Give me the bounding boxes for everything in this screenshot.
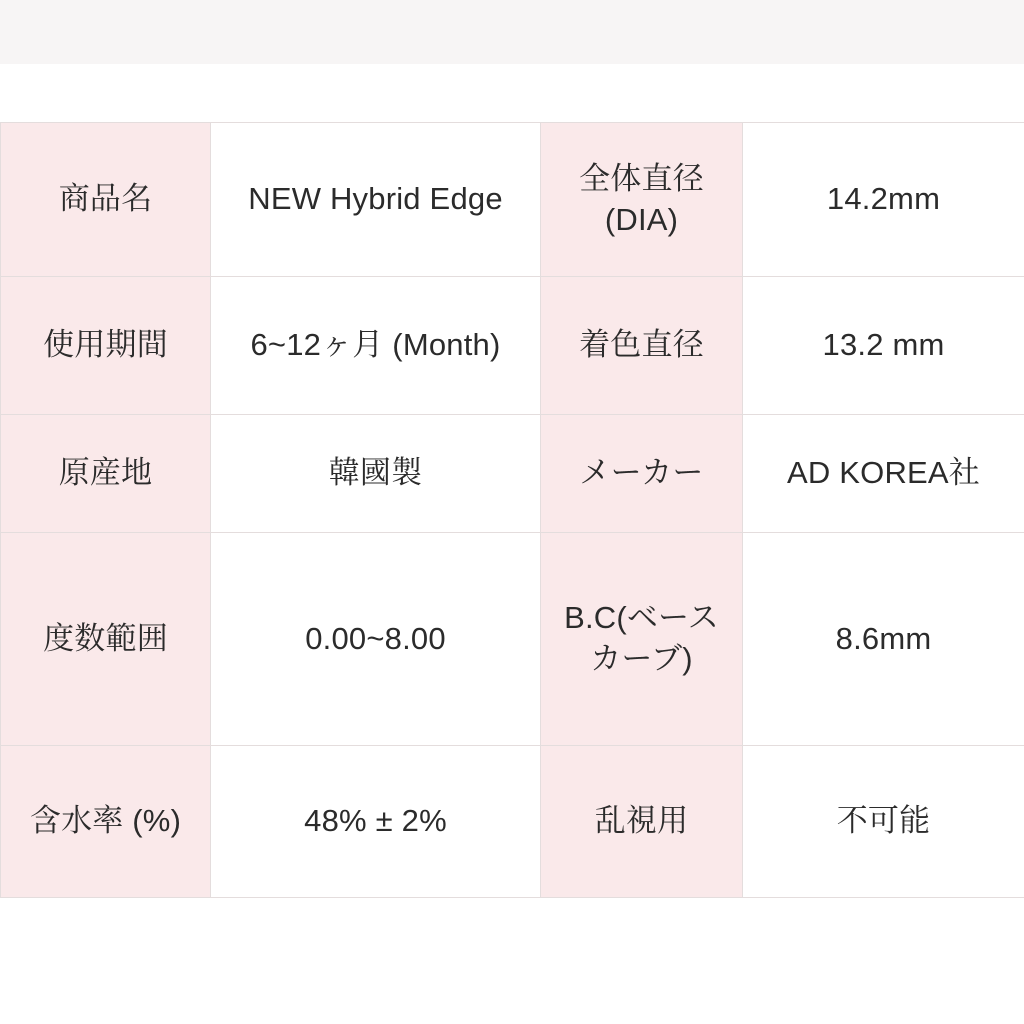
spec-value-base-curve: 8.6mm bbox=[743, 533, 1024, 746]
spec-table-container bbox=[0, 122, 1024, 898]
product-spec-table bbox=[0, 122, 1024, 898]
spec-label-origin: 原産地 bbox=[1, 415, 211, 533]
spec-value-origin: 韓國製 bbox=[211, 415, 541, 533]
table-row bbox=[1, 123, 1024, 277]
spec-label-colored-diameter: 着色直径 bbox=[541, 277, 743, 415]
spec-label-diameter: 全体直径 (DIA) bbox=[541, 123, 743, 277]
spec-label-base-curve: B.C(ベースカーブ) bbox=[541, 533, 743, 746]
spec-label-maker: メーカー bbox=[541, 415, 743, 533]
spec-label-water-content: 含水率 (%) bbox=[1, 746, 211, 898]
spec-label-usage-period: 使用期間 bbox=[1, 277, 211, 415]
spec-value-usage-period: 6~12ヶ月 (Month) bbox=[211, 277, 541, 415]
table-row bbox=[1, 746, 1024, 898]
spec-label-product-name: 商品名 bbox=[1, 123, 211, 277]
table-row bbox=[1, 415, 1024, 533]
spec-value-power-range: 0.00~8.00 bbox=[211, 533, 541, 746]
spec-label-astigmatism: 乱視用 bbox=[541, 746, 743, 898]
spec-value-product-name: NEW Hybrid Edge bbox=[211, 123, 541, 277]
top-banner-strip bbox=[0, 0, 1024, 64]
spec-label-power-range: 度数範囲 bbox=[1, 533, 211, 746]
spec-value-maker: AD KOREA社 bbox=[743, 415, 1024, 533]
spec-value-diameter: 14.2mm bbox=[743, 123, 1024, 277]
spec-value-colored-diameter: 13.2 mm bbox=[743, 277, 1024, 415]
table-row bbox=[1, 277, 1024, 415]
spec-value-water-content: 48% ± 2% bbox=[211, 746, 541, 898]
spec-value-astigmatism: 不可能 bbox=[743, 746, 1024, 898]
table-row bbox=[1, 533, 1024, 746]
